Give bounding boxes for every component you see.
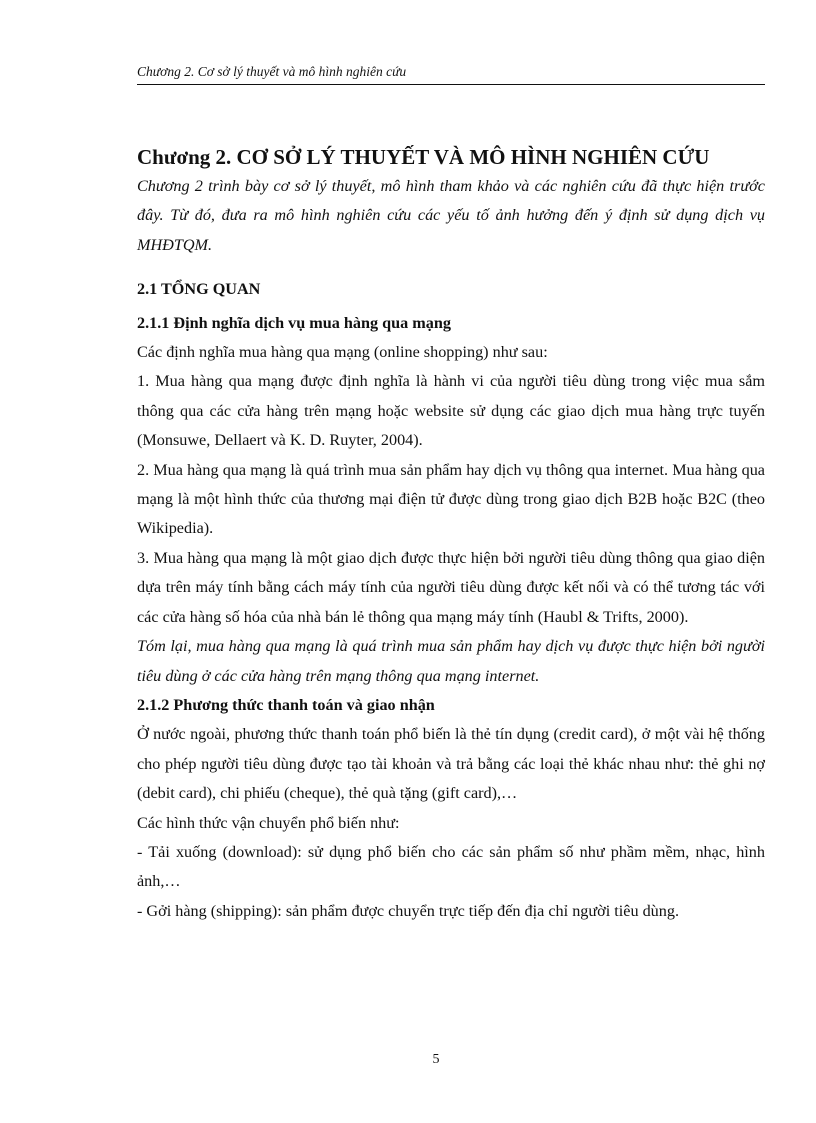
definition-item-3: 3. Mua hàng qua mạng là một giao dịch được thực hiện bởi người tiêu dùng thông qua giao diện dựa trên máy tính bằng cách máy tính của người tiêu dùng được kết nối và có thể tương tác với các cửa hàng số hóa của nhà bán lẻ thông qua mạng máy tính (Haubl & Trifts, 2000).: [137, 548, 765, 626]
definition-item-1: 1. Mua hàng qua mạng được định nghĩa là hành vi của người tiêu dùng trong việc mua sắm thông qua các cửa hàng trên mạng hoặc website sử dụng các giao dịch mua hàng trực tuyến (Monsuwe, Dellaert và K. D. Ruyter, 2004).: [137, 372, 765, 450]
definition-summary: Tóm lại, mua hàng qua mạng là quá trình mua sản phẩm hay dịch vụ được thực hiện bởi người tiêu dùng ở các cửa hàng trên mạng thông qua mạng internet.: [137, 637, 765, 685]
shipping-item-shipping: - Gởi hàng (shipping): sản phẩm được chuyển trực tiếp đến địa chỉ người tiêu dùng.: [137, 901, 680, 920]
definitions-lead: Các định nghĩa mua hàng qua mạng (online shopping) như sau:: [137, 343, 548, 362]
section-heading-2-1: 2.1 TỔNG QUAN: [137, 280, 261, 299]
shipping-item-download: - Tải xuống (download): sử dụng phổ biến cho các sản phẩm số như phầm mềm, nhạc, hình ảnh,…: [137, 842, 765, 891]
subsection-heading-2-1-2: 2.1.2 Phương thức thanh toán và giao nhận: [137, 695, 435, 714]
subsection-heading-2-1-1: 2.1.1 Định nghĩa dịch vụ mua hàng qua mạng: [137, 313, 451, 332]
running-header: Chương 2. Cơ sở lý thuyết và mô hình nghiên cứu: [137, 64, 407, 79]
chapter-title: Chương 2. CƠ SỞ LÝ THUYẾT VÀ MÔ HÌNH NGHIÊN CỨU: [137, 145, 710, 169]
shipping-lead: Các hình thức vận chuyển phổ biến như:: [137, 813, 400, 832]
chapter-intro: Chương 2 trình bày cơ sở lý thuyết, mô hình tham khảo và các nghiên cứu đã thực hiện trước đây. Từ đó, đưa ra mô hình nghiên cứu các yếu tố ảnh hưởng đến ý định sử dụng dịch vụ MHĐTQM.: [137, 177, 765, 254]
payment-paragraph: Ở nước ngoài, phương thức thanh toán phổ biến là thẻ tín dụng (credit card), ở một vài hệ thống cho phép người tiêu dùng được tạo tài khoản và trả bằng các loại thẻ khác nhau như: thẻ ghi nợ (debit card), chi phiếu (cheque), thẻ quà tặng (gift card),…: [137, 725, 765, 803]
definition-item-2: 2. Mua hàng qua mạng là quá trình mua sản phẩm hay dịch vụ thông qua internet. Mua hàng qua mạng là một hình thức của thương mại điện tử được dùng trong giao dịch B2B hoặc B2C (theo Wikipedia).: [137, 460, 765, 538]
page-body: [137, 142, 765, 926]
page-number: 5: [432, 1052, 440, 1067]
header-divider: [137, 84, 765, 85]
